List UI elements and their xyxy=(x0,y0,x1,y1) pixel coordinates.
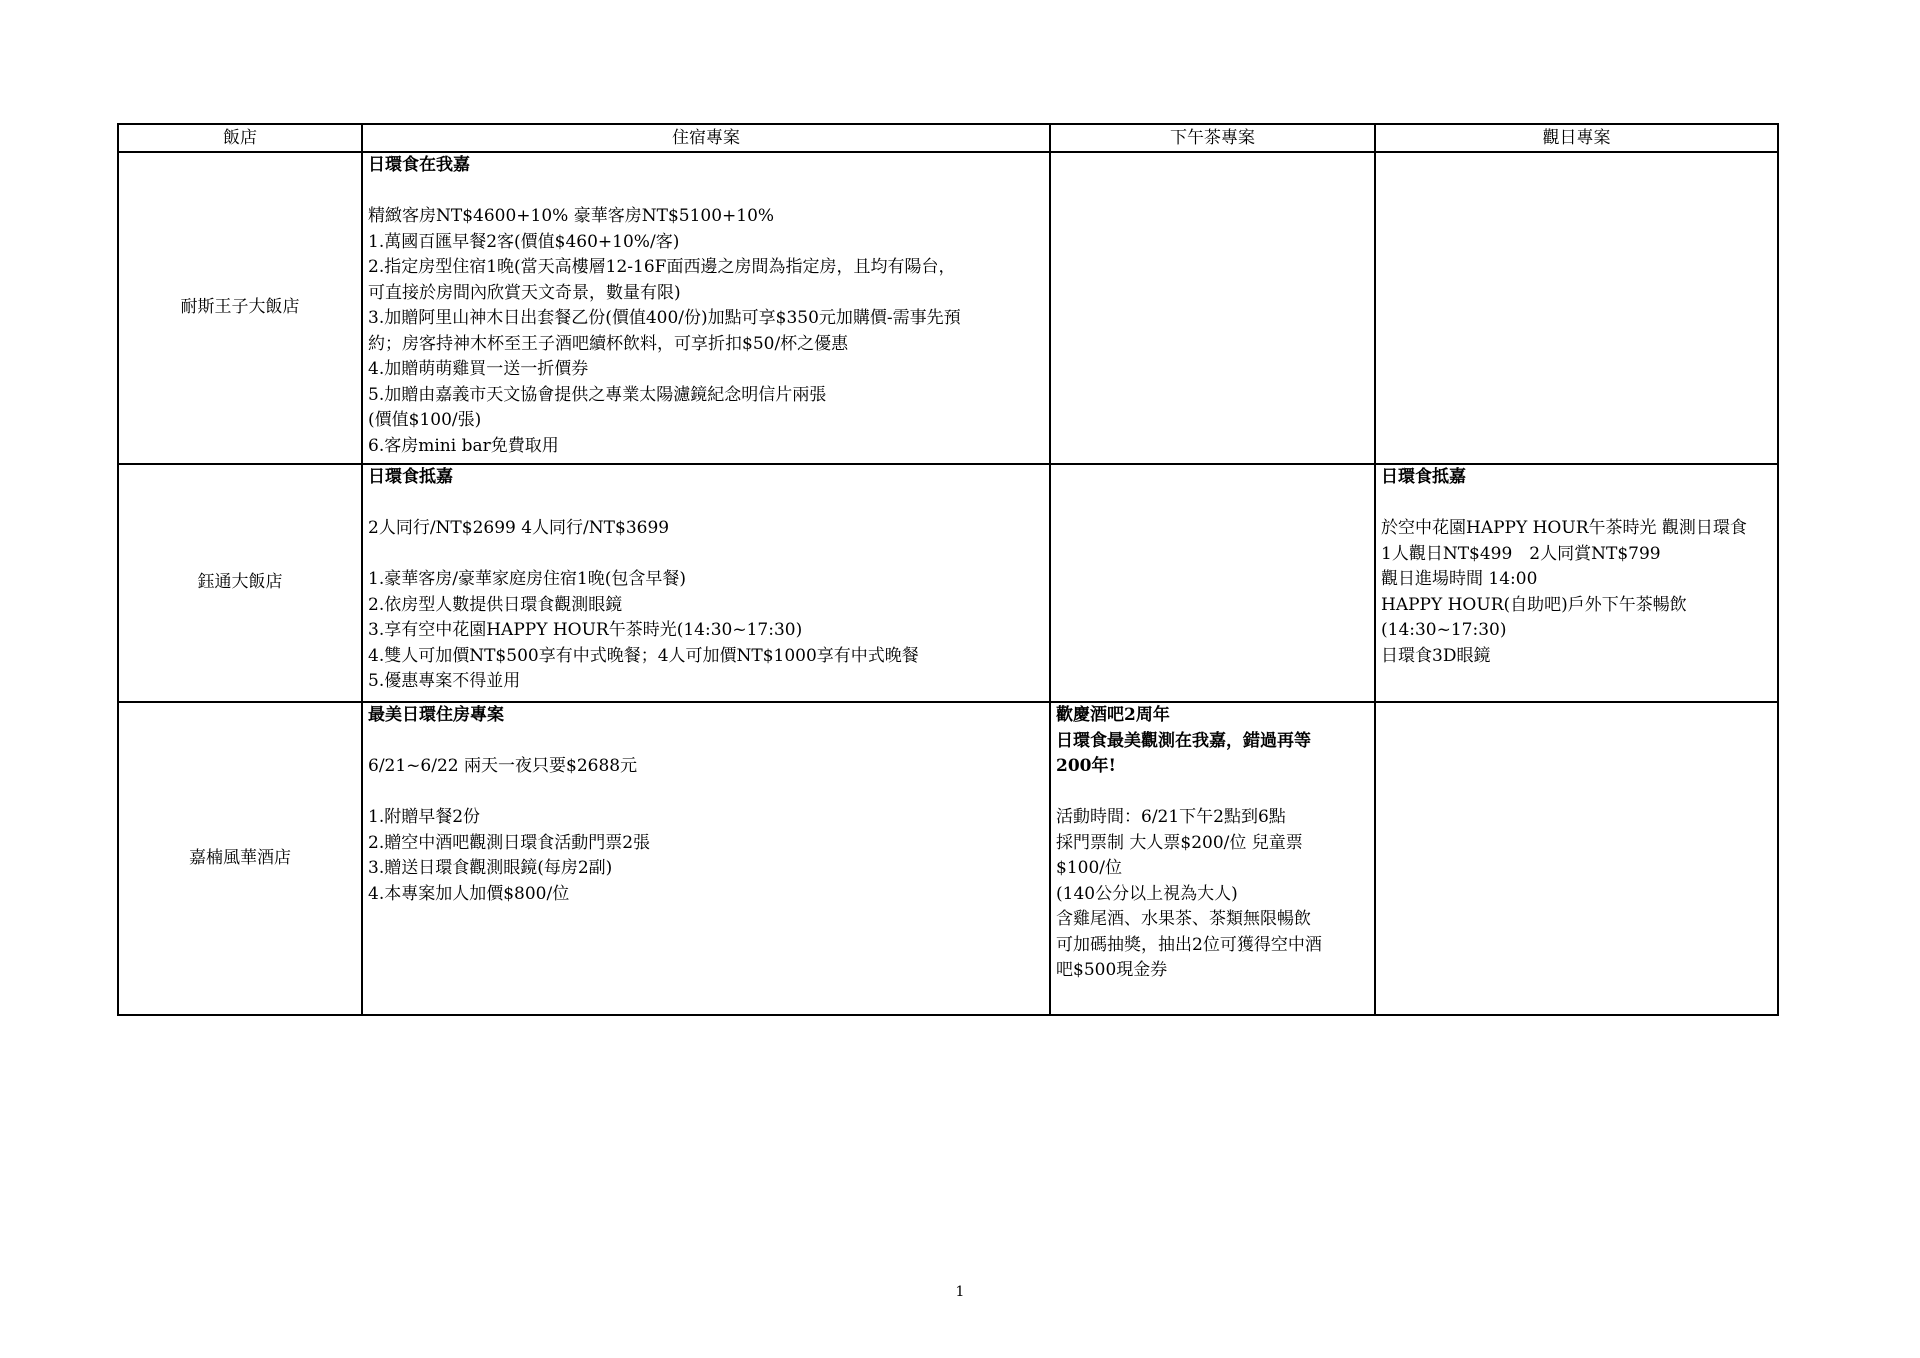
sunview-item: (14:30~17:30) xyxy=(1381,620,1507,640)
plan-item: 3.加贈阿里山神木日出套餐乙份(價值400/份)加點可享$350元加購價-需事先預 xyxy=(368,308,961,328)
plan-item: (價值$100/張) xyxy=(368,410,482,430)
tea-item: 採門票制 大人票$200/位 兒童票 xyxy=(1056,832,1303,853)
header-lodging: 住宿專案 xyxy=(362,124,1050,152)
sunview-item: 日環食3D眼鏡 xyxy=(1381,645,1491,666)
plan-item: 3.贈送日環食觀測眼鏡(每房2副) xyxy=(368,858,613,878)
page-number: 1 xyxy=(955,1284,965,1300)
sun-viewing-cell xyxy=(1375,152,1778,464)
lodging-plan-cell xyxy=(362,464,1050,702)
afternoon-tea-cell xyxy=(1050,464,1375,702)
hotel-name: 鈺通大飯店 xyxy=(118,464,362,702)
tea-item: 吧$500現金券 xyxy=(1056,960,1168,980)
plan-title: 日環食抵嘉 xyxy=(368,467,453,487)
afternoon-tea-cell xyxy=(1050,152,1375,464)
plan-price: 6/21~6/22 兩天一夜只要$2688元 xyxy=(368,756,638,776)
sunview-title: 日環食抵嘉 xyxy=(1381,467,1466,487)
table-row xyxy=(118,702,1778,1015)
sunview-item: 1人觀日NT$499 2人同賞NT$799 xyxy=(1381,543,1661,564)
sunview-item: 於空中花園HAPPY HOUR午茶時光 觀測日環食 xyxy=(1381,518,1747,538)
plan-item: 1.豪華客房/豪華家庭房住宿1晚(包含早餐) xyxy=(368,569,687,589)
plan-item: 4.本專案加人加價$800/位 xyxy=(368,883,570,904)
sunview-item: 觀日進場時間 14:00 xyxy=(1381,569,1538,589)
tea-item: $100/位 xyxy=(1056,858,1122,878)
afternoon-tea-cell xyxy=(1050,702,1375,1015)
tea-item: 含雞尾酒、水果茶、茶類無限暢飲 xyxy=(1056,909,1311,929)
lodging-plan-cell xyxy=(362,702,1050,1015)
hotel-name: 嘉楠風華酒店 xyxy=(118,702,362,1015)
sunview-item: HAPPY HOUR(自助吧)戶外下午茶暢飲 xyxy=(1381,594,1687,615)
plan-price: 2人同行/NT$2699 4人同行/NT$3699 xyxy=(368,518,670,538)
tea-title-line: 200年! xyxy=(1056,756,1116,776)
plan-item: 1.附贈早餐2份 xyxy=(368,807,481,827)
sun-viewing-cell xyxy=(1375,702,1778,1015)
header-sun-viewing: 觀日專案 xyxy=(1375,124,1778,152)
tea-title-line: 歡慶酒吧2周年 xyxy=(1056,705,1170,725)
plan-item: 4.加贈萌萌雞買一送一折價券 xyxy=(368,359,589,379)
plan-title: 日環食在我嘉 xyxy=(368,155,470,175)
plan-item: 5.加贈由嘉義市天文協會提供之專業太陽濾鏡紀念明信片兩張 xyxy=(368,384,827,405)
tea-title-line: 日環食最美觀測在我嘉，錯過再等 xyxy=(1056,730,1311,751)
plan-item: 3.享有空中花園HAPPY HOUR午茶時光(14:30~17:30) xyxy=(368,620,803,640)
hotel-name: 耐斯王子大飯店 xyxy=(118,152,362,464)
plan-item: 約；房客持神木杯至王子酒吧續杯飲料，可享折扣$50/杯之優惠 xyxy=(368,333,849,354)
table-row xyxy=(118,152,1778,464)
plan-item: 1.萬國百匯早餐2客(價值$460+10%/客) xyxy=(368,231,680,252)
plan-item: 6.客房mini bar免費取用 xyxy=(368,435,559,456)
tea-item: 活動時間：6/21下午2點到6點 xyxy=(1056,807,1286,827)
plan-item: 2.贈空中酒吧觀測日環食活動門票2張 xyxy=(368,832,651,853)
plan-item: 2.指定房型住宿1晚(當天高樓層12-16F面西邊之房間為指定房，且均有陽台， xyxy=(368,257,956,277)
plan-title: 最美日環住房專案 xyxy=(368,705,504,725)
header-afternoon-tea: 下午茶專案 xyxy=(1050,124,1375,152)
hotel-promotion-table xyxy=(117,123,1779,1016)
table-row xyxy=(118,464,1778,702)
sun-viewing-cell xyxy=(1375,464,1778,702)
plan-item: 2.依房型人數提供日環食觀測眼鏡 xyxy=(368,594,623,615)
tea-item: (140公分以上視為大人) xyxy=(1056,883,1238,904)
header-hotel: 飯店 xyxy=(118,124,362,152)
plan-price: 精緻客房NT$4600+10% 豪華客房NT$5100+10% xyxy=(368,206,775,226)
plan-item: 可直接於房間內欣賞天文奇景，數量有限) xyxy=(368,282,681,303)
table-header-row xyxy=(118,124,1778,152)
plan-item: 5.優惠專案不得並用 xyxy=(368,671,521,691)
tea-item: 可加碼抽獎，抽出2位可獲得空中酒 xyxy=(1056,934,1322,955)
lodging-plan-cell xyxy=(362,152,1050,464)
plan-item: 4.雙人可加價NT$500享有中式晚餐；4人可加價NT$1000享有中式晚餐 xyxy=(368,645,919,666)
